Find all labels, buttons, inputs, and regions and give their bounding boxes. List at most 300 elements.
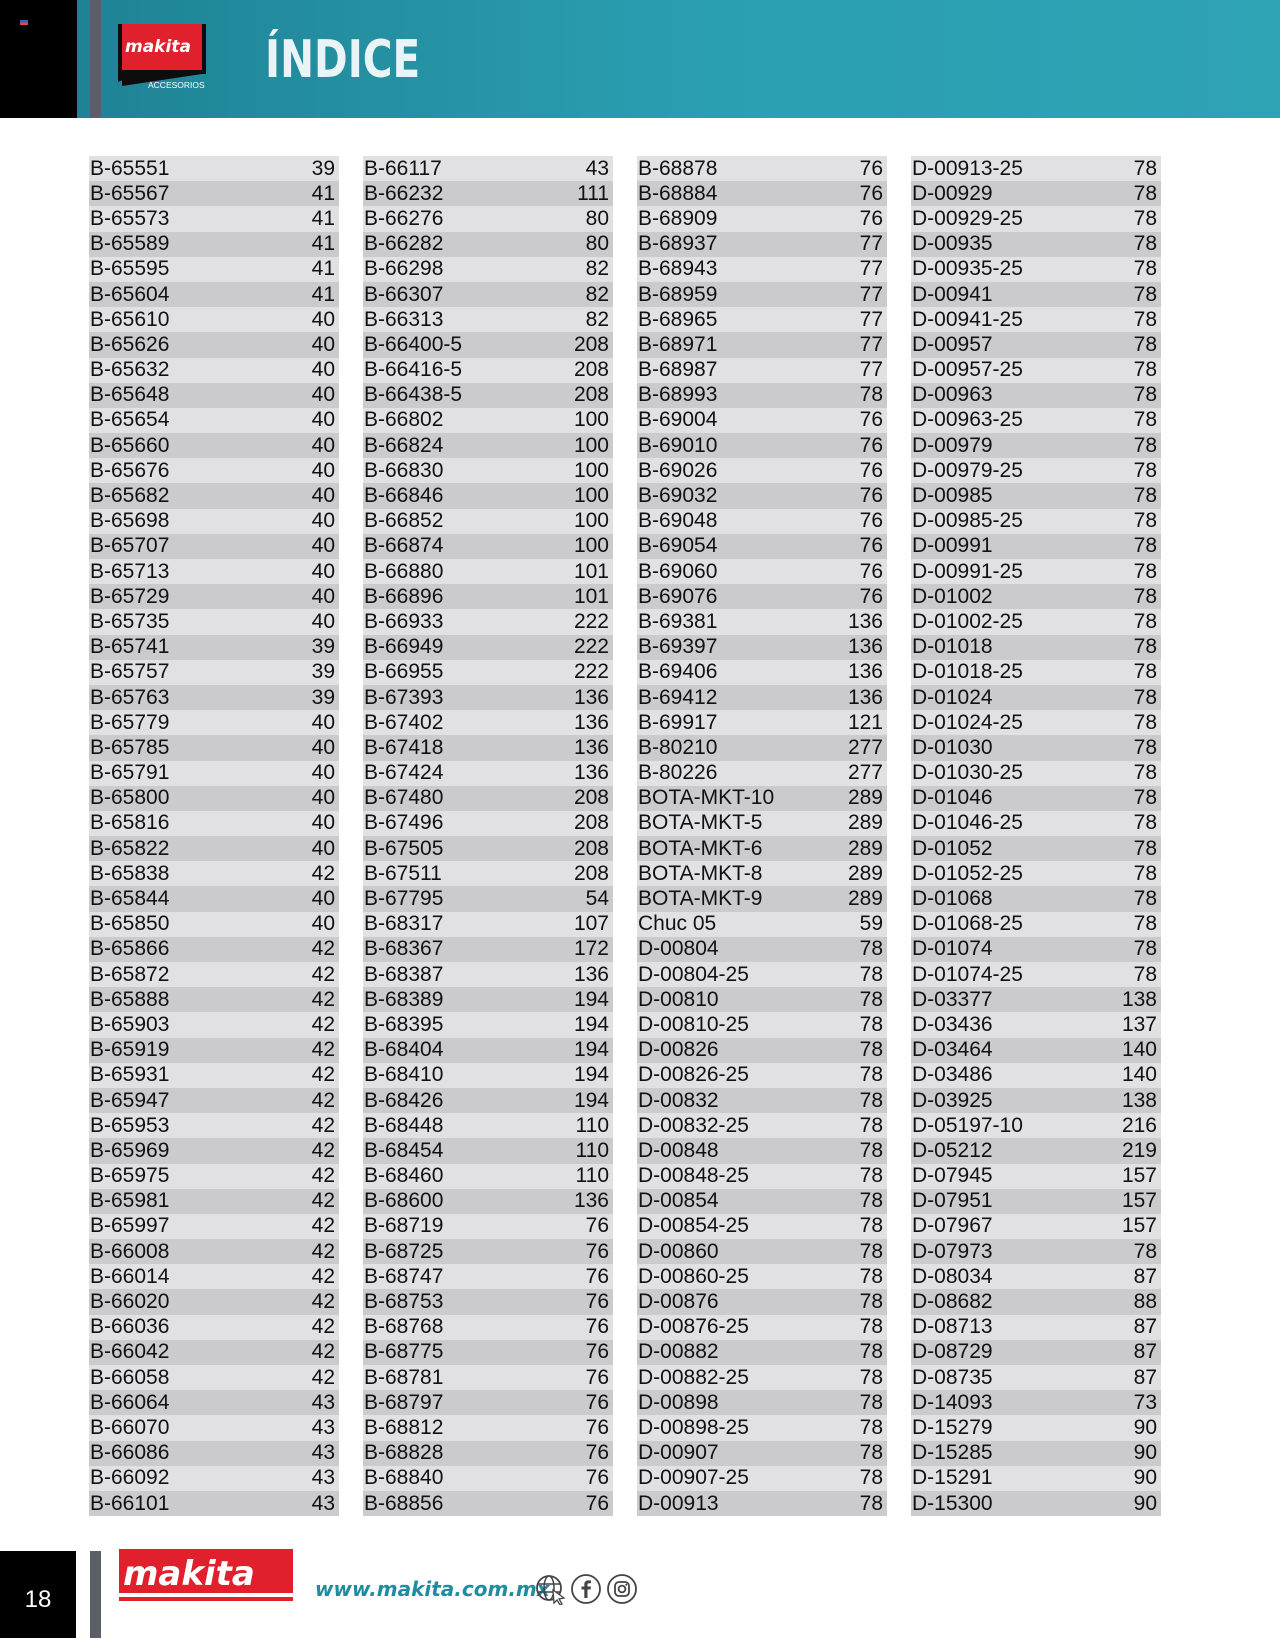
index-row [911,458,1161,483]
page-reference: 76 [859,509,883,533]
index-row [89,635,339,660]
page-reference: 138 [1121,1088,1157,1112]
part-code: B-65567 [90,181,170,205]
part-code: D-00832-25 [638,1113,749,1137]
index-row [637,1138,887,1163]
index-row [89,1390,339,1415]
part-code: B-65931 [90,1063,170,1087]
part-code: B-69406 [638,660,718,684]
index-row [911,1441,1161,1466]
part-code: D-00991-25 [912,559,1023,583]
part-code: B-66036 [90,1315,170,1339]
page-reference: 289 [847,836,883,860]
part-code: B-65822 [90,836,170,860]
index-row [363,1214,613,1239]
index-row [89,332,339,357]
page-reference: 76 [585,1239,609,1263]
part-code: B-65903 [90,1012,170,1036]
part-code: D-05197-10 [912,1113,1023,1137]
part-code: B-68768 [364,1315,444,1339]
index-row [363,358,613,383]
index-row [363,181,613,206]
page-reference: 78 [859,1390,883,1414]
part-code: D-00860 [638,1239,719,1263]
part-code: D-01046 [912,786,993,810]
part-code: B-66070 [90,1415,170,1439]
index-row [89,937,339,962]
index-row [911,1113,1161,1138]
part-code: D-08713 [912,1315,993,1339]
index-row [637,735,887,760]
part-code: D-00935 [912,232,993,256]
page-reference: 78 [859,1415,883,1439]
index-row [89,1012,339,1037]
index-row [89,433,339,458]
part-code: B-66020 [90,1290,170,1314]
index-row [911,836,1161,861]
index-row [911,786,1161,811]
page-reference: 78 [1133,433,1157,457]
index-row [911,257,1161,282]
index-row [911,584,1161,609]
part-code: D-00979 [912,433,993,457]
index-row [363,1315,613,1340]
part-code: B-65844 [90,887,170,911]
page-reference: 78 [859,1466,883,1490]
part-code: D-00941 [912,282,993,306]
part-code: B-65660 [90,433,170,457]
page-reference: 77 [859,358,883,382]
page-reference: 222 [573,609,609,633]
page-reference: 76 [859,584,883,608]
part-code: BOTA-MKT-10 [638,786,775,810]
page-reference: 42 [311,861,335,885]
page-reference: 78 [859,1012,883,1036]
part-code: BOTA-MKT-9 [638,887,763,911]
part-code: B-66307 [364,282,444,306]
page-reference: 219 [1121,1138,1157,1162]
page-reference: 78 [859,1088,883,1112]
index-row [363,987,613,1012]
index-row [637,1088,887,1113]
page-reference: 40 [311,786,335,810]
page-reference: 76 [585,1290,609,1314]
page-reference: 78 [859,1290,883,1314]
page-reference: 136 [847,660,883,684]
index-row [89,1491,339,1516]
index-row [363,1138,613,1163]
index-row [637,257,887,282]
part-code: B-65785 [90,735,170,759]
part-code: B-65626 [90,332,170,356]
part-code: B-69048 [638,509,718,533]
page-reference: 76 [859,181,883,205]
page-reference: 43 [311,1466,335,1490]
page-reference: 78 [1133,282,1157,306]
part-code: B-66896 [364,584,444,608]
part-code: B-66824 [364,433,444,457]
page-reference: 42 [311,1365,335,1389]
page-reference: 73 [1133,1390,1157,1414]
page-reference: 42 [311,937,335,961]
index-row [363,836,613,861]
page-reference: 78 [1133,408,1157,432]
page-reference: 39 [311,685,335,709]
index-row [911,660,1161,685]
page-reference: 41 [311,257,335,281]
part-code: B-65648 [90,383,170,407]
index-row [637,458,887,483]
part-code: B-69004 [638,408,718,432]
part-code: D-00963-25 [912,408,1023,432]
page-reference: 42 [311,1315,335,1339]
page-reference: 82 [585,257,609,281]
part-code: B-68937 [638,232,718,256]
index-row [911,1289,1161,1314]
index-row [637,509,887,534]
page-reference: 78 [1133,257,1157,281]
index-row [911,232,1161,257]
part-code: B-65866 [90,937,170,961]
page-reference: 78 [859,1315,883,1339]
part-code: B-66042 [90,1340,170,1364]
page-reference: 208 [573,786,609,810]
part-code: BOTA-MKT-5 [638,811,763,835]
globe-cursor-icon[interactable] [534,1573,566,1605]
page-reference: 78 [1133,232,1157,256]
part-code: B-65947 [90,1088,170,1112]
index-row [637,1189,887,1214]
index-row [363,609,613,634]
index-row [911,1415,1161,1440]
part-code: B-80210 [638,735,718,759]
index-row [89,1038,339,1063]
part-code: B-69026 [638,458,718,482]
part-code: B-67511 [364,861,442,885]
part-code: B-65735 [90,609,170,633]
index-row [363,912,613,937]
index-row [637,1491,887,1516]
part-code: D-01002-25 [912,609,1023,633]
index-row [637,332,887,357]
website-link[interactable]: www.makita.com.mx [315,1577,550,1601]
index-row [911,433,1161,458]
index-row [89,206,339,231]
part-code: B-68747 [364,1264,444,1288]
page-reference: 78 [859,962,883,986]
page-reference: 78 [859,937,883,961]
part-code: D-00848-25 [638,1164,749,1188]
page-reference: 90 [1133,1466,1157,1490]
page-reference: 80 [585,232,609,256]
page-reference: 40 [311,484,335,508]
page-reference: 136 [573,1189,609,1213]
part-code: D-07945 [912,1164,993,1188]
page-reference: 78 [859,383,883,407]
index-row [363,761,613,786]
part-code: B-66298 [364,257,444,281]
part-code: B-65816 [90,811,170,835]
index-row [637,987,887,1012]
part-code: D-00991 [912,534,993,558]
index-row [89,383,339,408]
page-reference: 78 [1133,559,1157,583]
part-code: D-01002 [912,584,993,608]
page-reference: 41 [311,206,335,230]
part-code: B-68460 [364,1164,444,1188]
page-reference: 208 [573,811,609,835]
page-reference: 78 [1133,836,1157,860]
index-row [637,786,887,811]
index-row [911,937,1161,962]
index-row [637,761,887,786]
part-code: B-66092 [90,1466,170,1490]
part-code: B-68965 [638,307,718,331]
page-reference: 76 [585,1441,609,1465]
page-reference: 110 [575,1164,609,1188]
part-code: B-66416-5 [364,358,463,382]
index-row [89,786,339,811]
index-row [363,1088,613,1113]
page-reference: 78 [1133,332,1157,356]
page-reference: 78 [1133,861,1157,885]
index-row [363,156,613,181]
part-code: B-65741 [90,635,170,659]
part-code: D-00876-25 [638,1315,749,1339]
page-reference: 222 [573,635,609,659]
index-row [89,1088,339,1113]
facebook-icon[interactable] [570,1573,602,1605]
part-code: D-01074 [912,937,993,961]
index-row [911,1012,1161,1037]
index-row [637,685,887,710]
page-reference: 88 [1133,1290,1157,1314]
index-row [89,912,339,937]
page-reference: 77 [859,282,883,306]
index-row [637,1340,887,1365]
page-reference: 87 [1133,1340,1157,1364]
index-row [911,735,1161,760]
part-code: B-66086 [90,1441,170,1465]
page-reference: 77 [859,307,883,331]
language-flag-icon[interactable] [20,20,28,25]
part-code: B-65589 [90,232,170,256]
part-code: D-00882-25 [638,1365,749,1389]
page-reference: 289 [847,786,883,810]
page-reference: 194 [573,987,609,1011]
index-row [89,811,339,836]
index-row [363,1365,613,1390]
part-code: D-05212 [912,1138,993,1162]
part-code: D-00848 [638,1138,719,1162]
page-reference: 76 [585,1415,609,1439]
page-reference: 82 [585,282,609,306]
index-row [637,660,887,685]
part-code: B-65610 [90,307,170,331]
index-row [637,1063,887,1088]
part-code: B-68856 [364,1491,444,1515]
page-reference: 100 [573,509,609,533]
part-code: B-68367 [364,937,444,961]
index-column-3 [637,156,887,1516]
part-code: B-68993 [638,383,718,407]
index-row [89,1340,339,1365]
page-reference: 140 [1121,1038,1157,1062]
part-code: D-15279 [912,1415,993,1439]
index-row [911,1038,1161,1063]
part-code: B-66802 [364,408,444,432]
page-reference: 101 [573,559,609,583]
page-reference: 277 [847,761,883,785]
part-code: B-67505 [364,836,444,860]
index-row [637,1264,887,1289]
page-reference: 76 [859,559,883,583]
page-reference: 76 [859,534,883,558]
page-reference: 78 [1133,307,1157,331]
index-row [89,156,339,181]
index-row [363,458,613,483]
index-row [911,383,1161,408]
page-reference: 78 [859,1491,883,1515]
page-reference: 136 [573,761,609,785]
part-code: B-65779 [90,710,170,734]
part-code: D-00898-25 [638,1415,749,1439]
index-row [637,181,887,206]
index-row [637,383,887,408]
part-code: D-01074-25 [912,962,1023,986]
index-row [911,358,1161,383]
page-reference: 100 [573,408,609,432]
page-reference: 42 [311,1038,335,1062]
part-code: D-01068 [912,887,993,911]
part-code: D-00957 [912,332,993,356]
page-reference: 78 [859,1264,883,1288]
page-reference: 172 [573,937,609,961]
part-code: B-66852 [364,509,444,533]
index-row [637,861,887,886]
index-row [363,282,613,307]
index-row [911,609,1161,634]
part-code: B-68404 [364,1038,444,1062]
index-row [637,1289,887,1314]
part-code: B-65698 [90,509,170,533]
index-row [637,937,887,962]
page-reference: 39 [311,156,335,180]
page-reference: 43 [311,1390,335,1414]
part-code: D-00963 [912,383,993,407]
part-code: D-01024-25 [912,710,1023,734]
part-code: B-66282 [364,232,444,256]
page-reference: 78 [1133,156,1157,180]
page-number: 18 [24,1586,52,1613]
footer-gray-stripe [90,1551,101,1638]
part-code: B-67424 [364,761,444,785]
index-row [637,307,887,332]
part-code: D-01052 [912,836,993,860]
page-reference: 76 [585,1466,609,1490]
page-reference: 76 [859,433,883,457]
part-code: D-00882 [638,1340,719,1364]
page-reference: 78 [1133,181,1157,205]
index-row [637,1415,887,1440]
page-reference: 208 [573,332,609,356]
page-reference: 40 [311,887,335,911]
part-code: D-08729 [912,1340,993,1364]
page-reference: 289 [847,861,883,885]
part-code: B-69060 [638,559,718,583]
part-code: B-67402 [364,710,444,734]
instagram-icon[interactable] [606,1573,638,1605]
part-code: B-68878 [638,156,718,180]
page-reference: 78 [1133,710,1157,734]
part-code: B-66400-5 [364,332,463,356]
page-reference: 40 [311,358,335,382]
page-reference: 42 [311,1290,335,1314]
part-code: B-65919 [90,1038,170,1062]
part-code: D-00957-25 [912,358,1023,382]
page-reference: 216 [1121,1113,1157,1137]
page-reference: 78 [859,1063,883,1087]
index-row [363,635,613,660]
index-row [911,1138,1161,1163]
page-reference: 42 [311,1088,335,1112]
index-row [637,1390,887,1415]
index-row [363,1415,613,1440]
index-row [363,534,613,559]
page-reference: 100 [573,534,609,558]
page-reference: 54 [585,887,609,911]
page-reference: 208 [573,836,609,860]
part-code: D-03377 [912,987,993,1011]
part-code: D-00810 [638,987,719,1011]
part-code: B-66949 [364,635,444,659]
index-row [363,332,613,357]
index-row [911,534,1161,559]
header-gray-stripe [90,0,101,118]
index-row [89,458,339,483]
page-reference: 77 [859,232,883,256]
index-row [363,861,613,886]
page-reference: 194 [573,1063,609,1087]
page-reference: 87 [1133,1315,1157,1339]
page-reference: 40 [311,609,335,633]
part-code: B-67480 [364,786,444,810]
header-logo-text: makita [125,37,191,57]
index-row [89,836,339,861]
part-code: BOTA-MKT-6 [638,836,763,860]
page-reference: 40 [311,584,335,608]
page-reference: 136 [573,685,609,709]
index-column-4 [911,156,1161,1516]
page-reference: 78 [1133,685,1157,709]
index-row [637,206,887,231]
page-reference: 90 [1133,1415,1157,1439]
part-code: B-66830 [364,458,444,482]
index-row [89,987,339,1012]
index-row [911,1063,1161,1088]
page-reference: 40 [311,912,335,936]
index-row [911,761,1161,786]
page-reference: 78 [1133,584,1157,608]
part-code: D-00826-25 [638,1063,749,1087]
page-reference: 222 [573,660,609,684]
page-reference: 208 [573,358,609,382]
page-reference: 78 [859,1239,883,1263]
index-row [911,1214,1161,1239]
index-row [89,735,339,760]
index-row [363,1340,613,1365]
page-reference: 101 [573,584,609,608]
